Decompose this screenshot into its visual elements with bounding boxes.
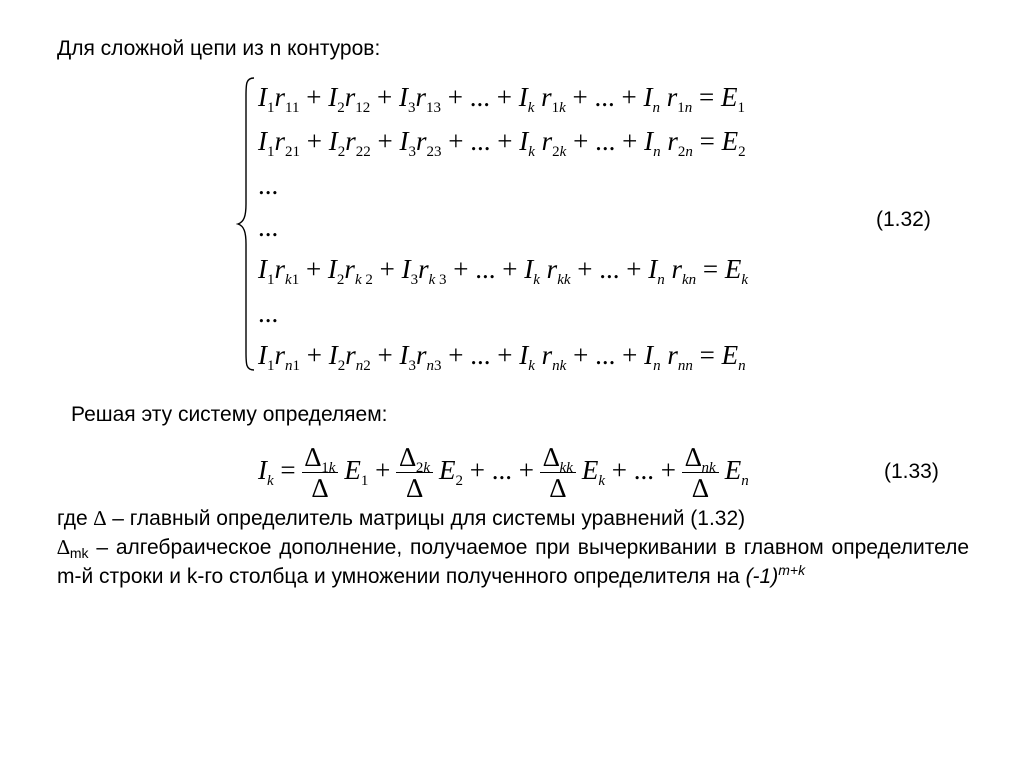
equation-row-2: $I_1r_{21} + I_2r_{22} + I_3r_{23}$ + ... + $I_k$ $r_{2k}$ + ... + $I_n$ $r_{2n} = E_2$ bbox=[258, 126, 746, 160]
explanation-line-2 bbox=[57, 533, 969, 591]
equation-dots-1: ... bbox=[258, 170, 279, 200]
solve-text: Решая эту систему определяем: bbox=[71, 403, 388, 426]
explanation-paragraph bbox=[57, 504, 969, 591]
intro-text: Для сложной цепи из n контуров: bbox=[57, 37, 381, 60]
equation-row-k: $I_1r_{k1} + I_2r_{k 2} + I_3r_{k 3}$ + ... + $I_k$ $r_{kk}$ + ... + $I_n$ $r_{kn} = E_k$ bbox=[258, 254, 749, 288]
delta-symbol: ∆ bbox=[93, 506, 107, 530]
equation-row-1: $I_1r_{11} + I_2r_{12} + I_3r_{13}$ + ... + $I_k$ $r_{1k}$ + ... + $I_n$ $r_{1n} = E_1$ bbox=[258, 82, 746, 116]
line2-text: – алгебраическое дополнение, получаемое при вычеркивании в главном определителе m-й строки и k-го столбца и умножении полученного определителя на bbox=[57, 536, 969, 588]
equation-number-133: (1.33) bbox=[884, 460, 939, 483]
equation-row-n: $I_1r_{n1} + I_2r_{n2} + I_3r_{n3}$ + ... + $I_k$ $r_{nk}$ + ... + $I_n$ $r_{nn} = E_n$ bbox=[258, 340, 746, 374]
equation-dots-2: ... bbox=[258, 212, 279, 242]
formula-1-33: $I_k$ = $\frac{\Delta_{1k}}{\Delta}$ $E_1$ + $\frac{\Delta_{2k}}{\Delta}$ $E_2$ + ... + $\frac{\Delta_{kk}}{\Delta}$ $E_k$ + ... + $\frac{\Delta_{nk}}{\Delta}$ $E_n$ bbox=[258, 442, 749, 504]
equation-dots-3: ... bbox=[258, 298, 279, 328]
explanation-line-1 bbox=[57, 504, 969, 533]
line1-text: – главный определитель матрицы для системы уравнений (1.32) bbox=[112, 507, 746, 530]
delta-mk-symbol: ∆ bbox=[57, 535, 70, 559]
equation-number-132: (1.32) bbox=[876, 208, 931, 231]
power-base: (-1) bbox=[745, 565, 779, 588]
delta-mk-subscript: mk bbox=[69, 545, 89, 561]
power-exponent: m+k bbox=[778, 562, 806, 578]
left-brace-icon bbox=[236, 76, 258, 372]
line1-prefix: где bbox=[57, 507, 88, 530]
